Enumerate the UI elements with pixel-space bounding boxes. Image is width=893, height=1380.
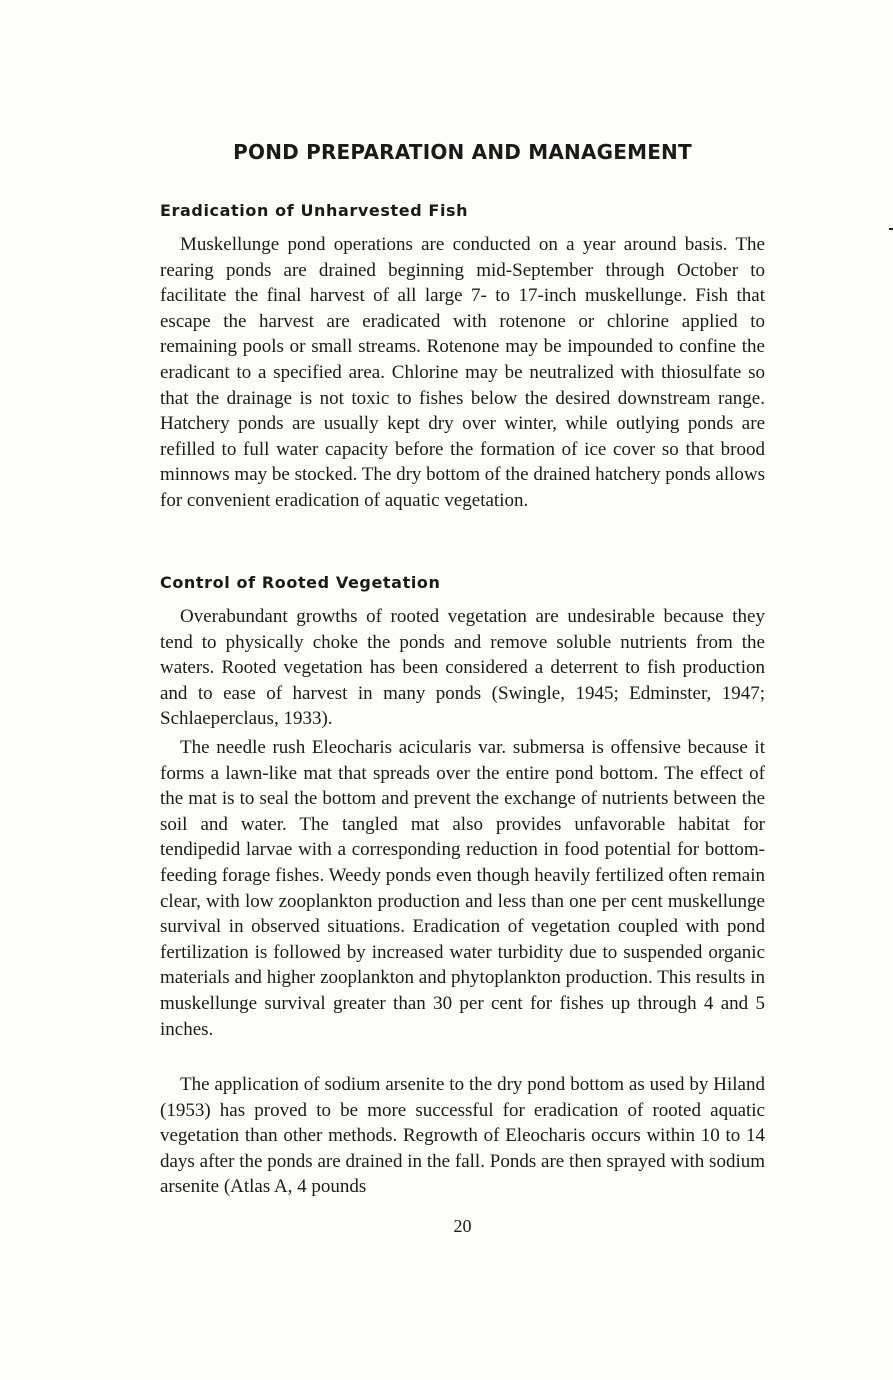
paragraph-sodium-arsenite: The application of sodium arsenite to the dry pond bottom as used by Hiland (1953) has proved to be more successful for eradication of rooted aquatic vegetation than other methods. Regrowth of Eleocharis occurs within 10 to 14 days after the ponds are drained in the fall. Ponds are then sprayed with sodium arsenite (Atlas A, 4 pounds [160,1074,765,1198]
edge-mark [889,228,893,230]
page-number: 20 [453,1216,472,1236]
paragraph-needle-rush: The needle rush Eleocharis acicularis var. submersa is offensive because it forms a lawn-like mat that spreads over the entire pond bottom. The effect of the mat is to seal the bottom and prevent the exchange of nutrients between the soil and water. The tangled mat also provides unfavorable habitat for tendipedid larvae with a corresponding reduction in food potential for bottom-feeding forage fishes. Weedy ponds even though heavily fertilized often remain clear, with low zooplankton production and less than one per cent muskellunge survival in observed situations. Eradication of vegetation coupled with pond fertilization is followed by increased water turbidity due to suspended organic materials and higher zooplankton and phytoplankton production. This results in muskellunge survival greater than 30 per cent for fishes up through 4 and 5 inches. [160,737,765,1040]
page-title: POND PREPARATION AND MANAGEMENT [233,140,692,164]
section-heading-eradication: Eradication of Unharvested Fish [160,201,469,220]
paragraph-eradication: Muskellunge pond operations are conducted on a year around basis. The rearing ponds are drained beginning mid-September through October to facilitate the final harvest of all large 7- to 17-inch muskellunge. Fish that escape the harvest are eradicated with rotenone or chlorine applied to remaining pools or small streams. Rotenone may be impounded to confine the eradicant to a specified area. Chlorine may be neutralized with thiosulfate so that the drainage is not toxic to fishes below the desired downstream range. Hatchery ponds are usually kept dry over winter, while outlying ponds are refilled to full water capacity before the formation of ice cover so that brood minnows may be stocked. The dry bottom of the drained hatchery ponds allows for convenient eradication of aquatic vegetation. [160,234,765,511]
section-heading-vegetation: Control of Rooted Vegetation [160,573,441,592]
paragraph-vegetation-intro: Overabundant growths of rooted vegetation are undesirable because they tend to physically choke the ponds and remove soluble nutrients from the waters. Rooted vegetation has been considered a deterrent to fish production and to ease of harvest in many ponds (Swingle, 1945; Edminster, 1947; Schlaeperclaus, 1933). [160,606,765,730]
